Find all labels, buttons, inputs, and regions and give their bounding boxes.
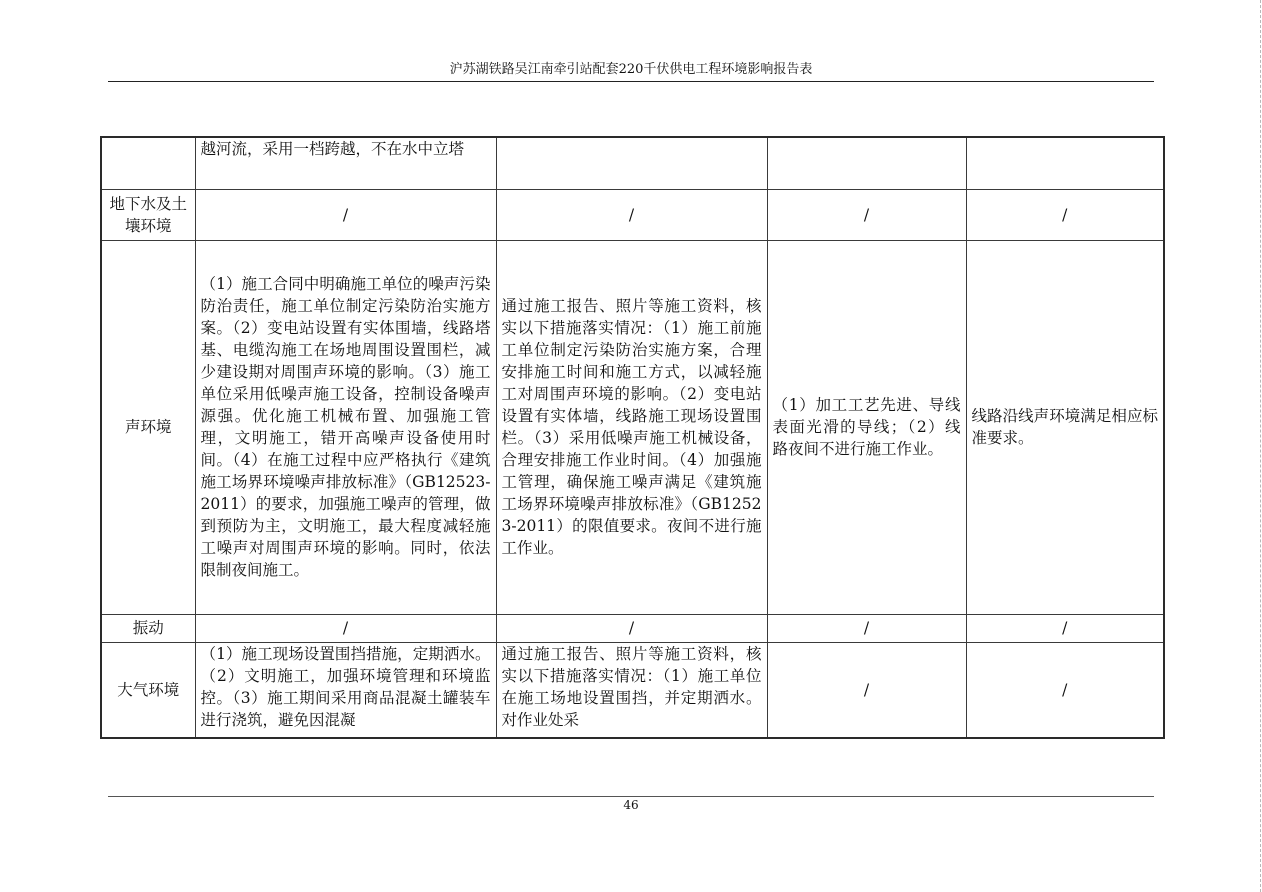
effect-cell: 线路沿线声环境满足相应标准要求。: [966, 240, 1164, 614]
mitigation-measures-cell: /: [195, 614, 496, 642]
verification-cell: /: [496, 189, 767, 240]
header-rule: [108, 81, 1154, 82]
mitigation-measures-cell: 越河流，采用一档跨越，不在水中立塔: [195, 137, 496, 189]
mitigation-measures-cell: /: [195, 189, 496, 240]
verification-cell: /: [496, 614, 767, 642]
factor-cell: 声环境: [101, 240, 195, 614]
page-frame-edge: [1260, 0, 1261, 892]
operation-measures-cell: （1）加工工艺先进、导线表面光滑的导线；（2）线路夜间不进行施工作业。: [767, 240, 966, 614]
table-row: [101, 240, 1164, 614]
effect-cell: /: [966, 189, 1164, 240]
operation-measures-cell: [767, 137, 966, 189]
verification-cell: [496, 137, 767, 189]
page-number: 46: [623, 798, 639, 812]
table-row: [101, 614, 1164, 642]
effect-cell: /: [966, 614, 1164, 642]
table-row: [101, 189, 1164, 240]
effect-cell: [966, 137, 1164, 189]
verification-cell: 通过施工报告、照片等施工资料，核实以下措施落实情况：（1）施工单位在施工场地设置围挡，并定期洒水。对作业处采: [496, 642, 767, 738]
operation-measures-cell: /: [767, 614, 966, 642]
factor-cell: 振动: [101, 614, 195, 642]
environmental-measures-table: [100, 136, 1165, 739]
operation-measures-cell: /: [767, 189, 966, 240]
effect-cell: /: [966, 642, 1164, 738]
mitigation-measures-cell: （1）施工合同中明确施工单位的噪声污染防治责任，施工单位制定污染防治实施方案。（2）变电站设置有实体围墙，线路塔基、电缆沟施工在场地周围设置围栏，减少建设期对周围声环境的影响。（3）施工单位采用低噪声施工设备，控制设备噪声源强。优化施工机械布置、加强施工管理，文明施工，错开高噪声设备使用时间。（4）在施工过程中应严格执行《建筑施工场界环境噪声排放标准》（GB12523-2011）的要求，加强施工噪声的管理，做到预防为主，文明施工，最大程度减轻施工噪声对周围声环境的影响。同时，依法限制夜间施工。: [195, 240, 496, 614]
factor-cell: 地下水及土壤环境: [101, 189, 195, 240]
mitigation-measures-cell: （1）施工现场设置围挡措施，定期洒水。（2）文明施工，加强环境管理和环境监控。（3）施工期间采用商品混凝土罐装车进行浇筑，避免因混凝: [195, 642, 496, 738]
running-header: 沪苏湖铁路吴江南牵引站配套220千伏供电工程环境影响报告表: [449, 62, 813, 77]
footer-rule: [108, 796, 1154, 797]
verification-cell: 通过施工报告、照片等施工资料，核实以下措施落实情况：（1）施工前施工单位制定污染防治实施方案，合理安排施工时间和施工方式，以减轻施工对周围声环境的影响。（2）变电站设置有实体墙，线路施工现场设置围栏。（3）采用低噪声施工机械设备，合理安排施工作业时间。（4）加强施工管理，确保施工噪声满足《建筑施工场界环境噪声排放标准》（GB12523-2011）的限值要求。夜间不进行施工作业。: [496, 240, 767, 614]
table-row: [101, 642, 1164, 738]
factor-cell: 大气环境: [101, 642, 195, 738]
table-row: [101, 137, 1164, 189]
factor-cell: [101, 137, 195, 189]
operation-measures-cell: /: [767, 642, 966, 738]
